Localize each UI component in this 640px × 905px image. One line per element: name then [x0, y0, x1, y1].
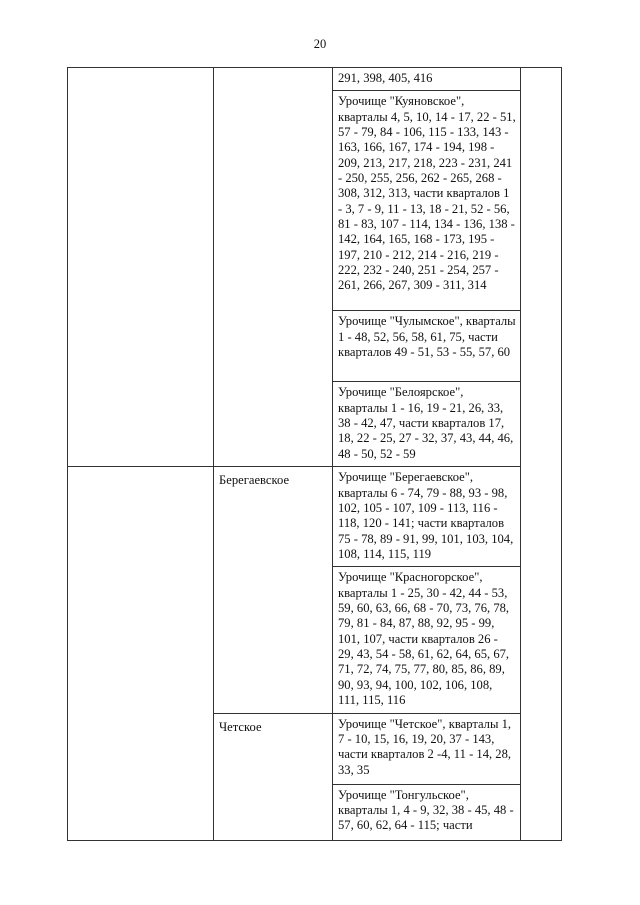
quarters-cell — [333, 713, 521, 784]
quarters-text: Урочище "Красногорское", кварталы 1 - 25, 30 - 42, 44 - 53, 59, 60, 63, 66, 68 - 70, 73, 76, 78, 79, 81 - 84, 87, 88, 92, 95 - 99, 101, 107, части кварталов 26 - 29, 43, 54 - 58, 61, 62, 64, 65, 67, 71, 72, 74, 75, 77, 80, 85, 86, 89, 90, 93, 94, 100, 102, 106, 108, 111, 115, 116 — [338, 570, 510, 708]
quarters-text: Урочище "Куяновское", кварталы 4, 5, 10, 14 - 17, 22 - 51, 57 - 79, 84 - 106, 115 - 133, 143 - 163, 166, 167, 174 - 194, 198 - 209, 213, 217, 218, 223 - 231, 241 - 250, 255, 256, 262 - 265, 268 - 308, 312, 313, части кварталов 1 - 3, 7 - 9, 11 - 13, 18 - 21, 52 - 56, 81 - 83, 107 - 114, 134 - 136, 138 - 142, 164, 165, 168 - 173, 195 - 197, 210 - 212, 214 - 216, 219 - 222, 232 - 240, 251 - 254, 257 - 261, 266, 267, 309 - 311, 314 — [338, 94, 516, 293]
quarters-cell — [333, 467, 521, 567]
forestry-cell — [68, 68, 214, 467]
district-name: Четское — [219, 719, 262, 734]
table-row — [68, 467, 562, 567]
quarters-cell — [333, 91, 521, 311]
quarters-text: Урочище "Чулымское", кварталы 1 - 48, 52, 56, 58, 61, 75, части кварталов 49 - 51, 53 - 55, 57, 60 — [338, 314, 516, 360]
forestry-cell — [68, 467, 214, 840]
district-name: Берегаевское — [219, 473, 290, 488]
quarters-cell — [333, 382, 521, 467]
forest-quarters-table — [67, 67, 562, 841]
quarters-text: Урочище "Четское", кварталы 1, 7 - 10, 15, 16, 19, 20, 37 - 143, части кварталов 2 -4, 11 - 14, 28, 33, 35 — [338, 716, 512, 777]
quarters-text: 291, 398, 405, 416 — [338, 71, 433, 85]
notes-cell — [521, 68, 562, 841]
quarters-text: Урочище "Берегаевское", кварталы 6 - 74, 79 - 88, 93 - 98, 102, 105 - 107, 109 - 113, 116 - 118, 120 - 141; части кварталов 75 - 78, 89 - 91, 99, 101, 103, 104, 108, 114, 115, 119 — [338, 470, 514, 562]
table-row — [68, 68, 562, 91]
page-number: 20 — [313, 37, 327, 51]
quarters-text: Урочище "Белоярское", кварталы 1 - 16, 19 - 21, 26, 33, 38 - 42, 47, части кварталов 17, 18, 22 - 25, 27 - 32, 37, 43, 44, 46, 48 - 50, 52 - 59 — [338, 385, 514, 461]
quarters-text: Урочище "Тонгульское", кварталы 1, 4 - 9, 32, 38 - 45, 48 - 57, 60, 62, 64 - 115; части — [338, 787, 514, 833]
quarters-cell — [333, 567, 521, 713]
district-cell — [214, 467, 333, 713]
quarters-cell — [333, 68, 521, 91]
district-cell — [214, 68, 333, 467]
district-cell — [214, 713, 333, 840]
quarters-cell — [333, 784, 521, 840]
quarters-cell — [333, 311, 521, 382]
